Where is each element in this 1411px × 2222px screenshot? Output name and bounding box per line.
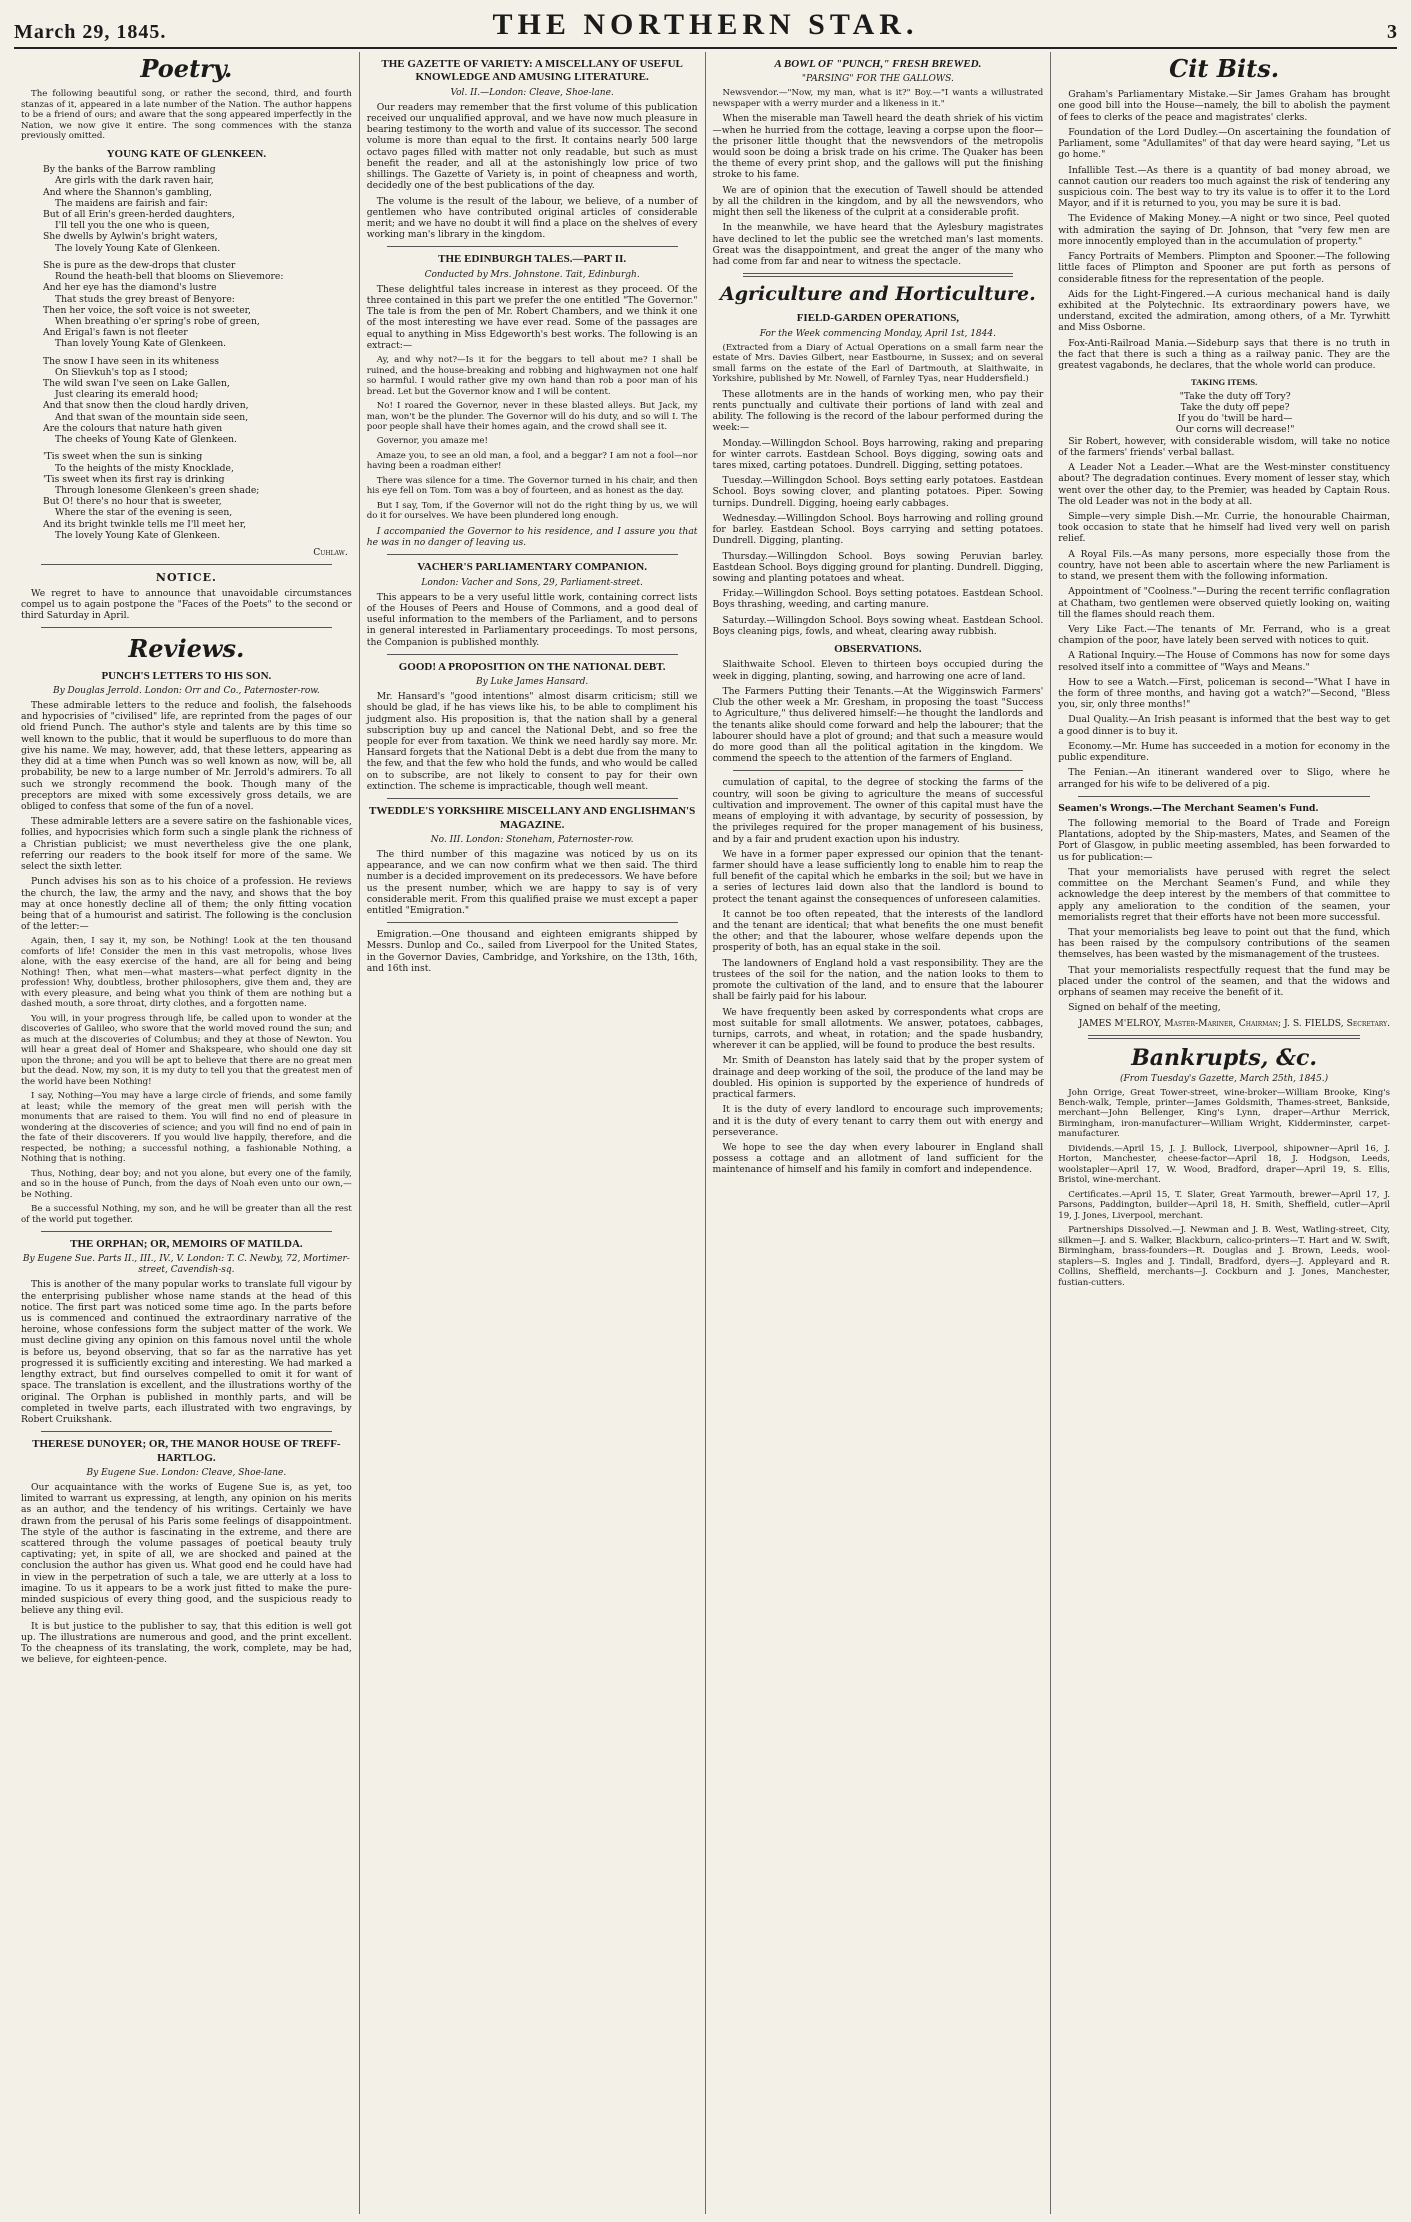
- poem-line: The maidens are fairish and fair:: [55, 197, 208, 209]
- bankrupts-paragraph: Certificates.—April 15, T. Slater, Great Yarmouth, brewer—April 17, J. Parsons, Paddington, builder—April 18, H. Smith, Sheffield, cutler—April 19, J. Jones, Liverpool, merchant.: [1058, 1189, 1390, 1221]
- item-paragraph: Infallible Test.—As there is a quantity of bad money abroad, we cannot caution our readers too much against the risk of tendering any suspicious coin. The best way to try its value is to offer it to the Lord Mayor, and if it is returned to you, you may be sure it is bad.: [1058, 164, 1390, 210]
- article-paragraph: Saturday.—Willingdon School. Boys sowing wheat. Eastdean School. Boys cleaning pigs, fowls, and wheat, clearing away rubbish.: [712, 614, 1044, 637]
- column-2: [360, 52, 706, 2214]
- review-paragraph: Our acquaintance with the works of Eugene Sue is, as yet, too limited to warrant us expressing, at length, any opinion on his merits as an author, and the tendency of his writings. Certainly we have drawn from the perusal of his Paris some feelings of disappointment. The style of the author is fascinating in the extreme, and there are scattered through the volume passages of poetical beauty truly captivating; yet, in spite of all, we are shocked and pained at the conclusion the author has given us. What good end he could have had in view in the perpetration of such a tale, we are utterly at a loss to imagine. To us it appears to be a work just fitted to make the pure-minded suspicious of every thing good, and the suspicious ready to believe any thing evil.: [21, 1481, 352, 1617]
- poem-line: When breathing o'er spring's robe of green,: [55, 315, 260, 327]
- review-paragraph: Thus, Nothing, dear boy; and not you alone, but every one of the family, and so in the house of Punch, from the days of Noah even unto our own,—be Nothing.: [21, 1168, 352, 1200]
- poem-line: And that swan of the mountain side seen,: [55, 411, 249, 423]
- review-paragraph: Punch advises his son as to his choice of a profession. He reviews the church, the law, the army and the navy, and shows that the boy may at once honestly decline all of them; the only fitting vocation being that of a humourist and satirist. The following is the conclusion of the letter:—: [21, 876, 352, 933]
- poem-line: Then her voice, the soft voice is not sweeter,: [43, 304, 251, 316]
- seamen-paragraph: The following memorial to the Board of Trade and Foreign Plantations, adopted by the Ship-masters, Mates, and Seamen of the Port of Glasgow, in public meeting assembled, has been forwarded to us for publication:—: [1058, 818, 1390, 863]
- article-heading: OBSERVATIONS.: [834, 643, 922, 656]
- review-heading: THE ORPHAN; OR, MEMOIRS OF MATILDA.: [70, 1237, 303, 1250]
- poem-line: The lovely Young Kate of Glenkeen.: [55, 529, 221, 541]
- item-paragraph: Graham's Parliamentary Mistake.—Sir James Graham has brought one good bill into the House—namely, the bill to abolish the payment of fees to clerks of the peace and magistrates' clerks.: [1058, 89, 1390, 123]
- review-paragraph: Governor, you amaze me!: [376, 436, 488, 447]
- poem-line: And its bright twinkle tells me I'll meet her,: [43, 518, 247, 530]
- column-4: [1051, 52, 1397, 2214]
- review-paragraph: Ay, and why not?—Is it for the beggars to tell about me? I shall be ruined, and the house-breaking and robbing and highwaymen not one half so harmful. I would rather give my own hand than rob a poor man of his bread. Let but the Governor know and I will be content.: [366, 355, 698, 397]
- review-heading: THE GAZETTE OF VARIETY: A MISCELLANY OF USEFUL KNOWLEDGE AND AMUSING LITERATURE.: [381, 58, 683, 84]
- verse-line: "Take the duty off Tory?: [1179, 390, 1291, 402]
- article-paragraph: Wednesday.—Willingdon School. Boys harrowing and rolling ground for barley. Eastdean School. Boys carrying and setting potatoes. Dundrell. Digging, planting.: [712, 512, 1044, 547]
- newspaper-title: THE NORTHERN STAR.: [492, 8, 919, 42]
- section-title-poetry: Poetry.: [140, 54, 233, 83]
- verse-line: Take the duty off pepe?: [1180, 402, 1290, 413]
- review-heading: TWEDDLE'S YORKSHIRE MISCELLANY AND ENGLISHMAN'S MAGAZINE.: [369, 805, 696, 831]
- news-paragraph: Emigration.—One thousand and eighteen emigrants shipped by Messrs. Dunlop and Co., sailed from Liverpool for the United States, in the Governor Davies, Cambridge, and Yorkshire, on the 13th, 16th, and 16th inst.: [366, 929, 698, 974]
- article-paragraph: Tuesday.—Willingdon School. Boys setting early potatoes. Eastdean School. Boys sowing clover, and planting potatoes. Piper. Sowing turnips. Dundrell. Digging, hoeing early cabbages.: [712, 475, 1044, 509]
- review-subheading: By Eugene Sue. Parts II., III., IV., V. London: T. C. Newby, 72, Mortimer-street, Cavendish-sq.: [22, 1254, 350, 1276]
- poem-line: Just clearing its emerald hood;: [55, 389, 199, 401]
- poem-line: But O! there's no hour that is sweeter,: [43, 496, 222, 508]
- review-subheading: By Eugene Sue. London: Cleave, Shoe-lane.: [86, 1467, 287, 1478]
- review-paragraph: The volume is the result of the labour, we believe, of a number of gentlemen who have contributed original articles of considerable merit; and we have no doubt it will find a place on the shelves of every working man's library in the kingdom.: [366, 195, 698, 241]
- poem-line: And where the Shannon's gambling,: [43, 186, 212, 198]
- item-paragraph: Simple—very simple Dish.—Mr. Currie, the honourable Chairman, took occasion to state that he himself had lived very well on parish relief.: [1058, 510, 1390, 545]
- divider: [1078, 796, 1370, 797]
- article-paragraph: cumulation of capital, to the degree of stocking the farms of the country, will soon be giving to agriculture the means of successful cultivation and improvement. The owner of this capital must have the means of employing it with advantage, by security of possession, by the privileges required for the proper management of his business, and by a fair and prudent exaction upon his industry.: [712, 777, 1044, 845]
- seamen-paragraph: Signed on behalf of the meeting,: [1068, 1002, 1221, 1014]
- article-paragraph: The landowners of England hold a vast responsibility. They are the trustees of the soil for the nation, and the nation looks to them to promote the cultivation of the land, and to ensure that the labourer shall be fairly paid for his labour.: [712, 957, 1044, 1003]
- poem-line: But of all Erin's green-herded daughters,: [43, 208, 235, 220]
- divider: [41, 1431, 332, 1432]
- review-subheading: By Luke James Hansard.: [476, 677, 589, 688]
- review-paragraph: It is but justice to the publisher to say, that this edition is well got up. The illustrations are numerous and good, and the print excellent. To the cheapness of its translating, the work, complete, may be had, we believe, for eighteen-pence.: [21, 1620, 352, 1666]
- article-paragraph: It cannot be too often repeated, that the interests of the landlord and the tenant are identical; that what benefits the one must benefit the other; and that the labourer, whose welfare depends upon the prosperity of both, has an equal stake in the soil.: [712, 908, 1044, 954]
- poem-line: And Erigal's fawn is not fleeter: [43, 327, 188, 339]
- poem-line: And that snow then the cloud hardly driven,: [43, 400, 249, 412]
- poem-line: 'Tis sweet when the sun is sinking: [43, 451, 203, 463]
- divider: [387, 246, 678, 247]
- item-paragraph: Dual Quality.—An Irish peasant is informed that the best way to get a good dinner is to buy it.: [1058, 714, 1390, 737]
- column-3: [706, 52, 1052, 2214]
- review-paragraph: Mr. Hansard's "good intentions" almost disarm criticism; still we should be glad, if he has views like his, to be able to compliment his judgment also. His proposition is, that the nation shall by a general subscription buy up and cancel the National Debt, and so free the people for ever from taxation. We think we need hardly say more. Mr. Hansard forgets that the National Debt is a debt due from the many to the few, and that the few who hold the funds, and who would be called on to subscribe, are not likely to consent to pay for their own extinction. The scheme is impracticable, though well meant.: [366, 691, 698, 792]
- review-paragraph: I say, Nothing—You may have a large circle of friends, and some family at least; while the memory of the great men will perish with the monuments that are raised to them. You will find no end of pleasure in wondering at the discoveries of science; and you will find no end of pain in the fate of their discoverers. If you would live happily, therefore, and die respected, be nothing; a successful nothing, a fashionable Nothing, a Nothing that is nothing.: [21, 1091, 352, 1165]
- poem-line: The snow I have seen in its whiteness: [43, 355, 219, 367]
- verse-line: If you do 'twill be hard—: [1177, 413, 1293, 425]
- review-paragraph: You will, in your progress through life, be called upon to wonder at the discoveries of Galileo, who swore that the world moved round the sun; and as much at the discoveries of Columbus; and they at those of Newton. You will hear a great deal of Homer and Shakspeare, who should one day sit upon the throne; and you will be apt to believe that there are no great men but the dead. Now, my son, it is my duty to tell you that the greatest men of the world have been Nothing!: [21, 1013, 352, 1087]
- review-paragraph: The third number of this magazine was noticed by us on its appearance, and we can now confirm what we then said. The third number is a decided improvement on its predecessors. We have before us the present number, which we are happy to say is of very considerable merit. From this qualified praise we must except a paper entitled "Emigration.": [366, 848, 698, 916]
- item-paragraph: Appointment of "Coolness."—During the recent terrific conflagration at Chatham, two gentlemen were observed quietly looking on, waiting till the flames should reach them.: [1058, 586, 1390, 620]
- section-title-bits: Cit Bits.: [1169, 54, 1280, 83]
- item-paragraph: A Royal Fils.—As many persons, more especially those from the country, have not been able to ascertain where the new Parliament is to stand, we present them with the following information.: [1058, 548, 1390, 583]
- article-paragraph: We have frequently been asked by correspondents what crops are most suitable for small allotments. We answer, potatoes, cabbages, turnips, carrots, and wheat, in rotation; and the spade husbandry, wherever it can be applied, will be found to produce the best results.: [712, 1006, 1044, 1052]
- poem-signature: Cuhlaw.: [313, 547, 348, 559]
- poem-stanza: [21, 356, 352, 446]
- poem-line: To the heights of the misty Knocklade,: [55, 462, 234, 474]
- item-paragraph: Sir Robert, however, with considerable wisdom, will take no notice of the farmers' friends' verbal ballast.: [1058, 435, 1390, 458]
- poem-line: That studs the grey breast of Benyore:: [55, 293, 235, 305]
- review-subheading: By Douglas Jerrold. London: Orr and Co., Paternoster-row.: [52, 686, 320, 697]
- divider: [743, 273, 1014, 277]
- item-paragraph: How to see a Watch.—First, policeman is second—"What I have in the form of three months, and having got a watch?"—Second, "Bless you, sir, only three months!": [1058, 676, 1390, 711]
- bankrupts-subheading: (From Tuesday's Gazette, March 25th, 1845.): [1120, 1073, 1329, 1084]
- poem-line: Where the star of the evening is seen,: [55, 507, 233, 519]
- poem-line: She dwells by Aylwin's bright waters,: [43, 231, 218, 243]
- poem-stanza: [21, 260, 352, 350]
- seamen-heading: Seamen's Wrongs.—The Merchant Seamen's Fund.: [1058, 802, 1319, 814]
- article-heading: FIELD-GARDEN OPERATIONS,: [796, 312, 960, 325]
- article-paragraph: Newsvendor.—"Now, my man, what is it?" Boy.—"I wants a willustrated newspaper with a werry murder and a likeness in it.": [712, 88, 1044, 109]
- poem-line: 'Tis sweet when its first ray is drinking: [43, 473, 225, 485]
- section-title-reviews: Reviews.: [128, 634, 245, 664]
- poem-line: Are the colours that nature hath given: [43, 422, 223, 434]
- review-subheading: No. III. London: Stoneham, Paternoster-row.: [430, 834, 634, 845]
- article-paragraph: (Extracted from a Diary of Actual Operations on a small farm near the estate of Mrs. Davies Gilbert, near Eastbourne, in Sussex; and on several small farms on the estate of the Earl of Dartmouth, at Slaithwaite, in Yorkshire, published by Mr. Nowell, of Farnley Tyas, near Huddersfield.): [712, 342, 1044, 385]
- divider: [41, 1231, 332, 1232]
- item-paragraph: The Fenian.—An itinerant wandered over to Sligo, where he arranged for his wife to be delivered of a pig.: [1058, 767, 1390, 790]
- section-title-bankrupts: Bankrupts, &c.: [1131, 1044, 1318, 1071]
- poem-line: Than lovely Young Kate of Glenkeen.: [55, 338, 227, 350]
- article-subheading: "PARSING" FOR THE GALLOWS.: [801, 74, 954, 85]
- item-paragraph: Foundation of the Lord Dudley.—On ascertaining the foundation of Parliament, some "Adullamites" of that day were heard saying, "Let us go home.": [1058, 126, 1390, 161]
- item-paragraph: Fancy Portraits of Members. Plimpton and Spooner.—The following little faces of Plimpton and Spooner are put forth as persons of considerable fitness for the representation of the people.: [1058, 251, 1390, 285]
- review-paragraph: These admirable letters to the reduce and foolish, the falsehoods and hypocrisies of "civilised" life, are reprinted from the pages of our old friend Punch. The author's style and talents are by this time so well known to the public, that it would be superfluous to do more than give his name. We may, however, add, that these letters, appearing as they did at a time when Punch was so well known as now, will be, all probability, be new to a large number of Mr. Jerrold's admirers. To all such we strongly recommend the book. Though many of the preceptors are mixed with some excessively gross details, we are obliged to confess that some of the fun of a novel.: [21, 700, 352, 812]
- poem-stanza: [21, 164, 352, 254]
- item-paragraph: A Leader Not a Leader.—What are the West-minster constituency about? The degradation continues. Every moment of lesser stay, which went over the other day, to the Premier, was headed by Captain Rous. The old Leader was not in the body at all.: [1058, 462, 1390, 507]
- item-paragraph: Fox-Anti-Railroad Mania.—Sideburp says that there is no truth in the fact that there is such a thing as a railway panic. They are the greatest vagabonds, he declares, that the whole world can produce.: [1058, 337, 1390, 372]
- review-subheading: Vol. II.—London: Cleave, Shoe-lane.: [450, 87, 614, 98]
- poem-line: I'll tell you the one who is queen,: [55, 220, 210, 232]
- review-paragraph: Our readers may remember that the first volume of this publication received our unqualified approval, and we have now much pleasure in bearing testimony to the worth and value of its successor. The second volume is more than equal to the first. It contains nearly 500 large octavo pages filled with matter not only readable, but such as must benefit the reader, and all at the astonishingly low price of two shillings. The Gazette of Variety is, in point of cheapness and worth, decidedly one of the best publications of the day.: [366, 101, 698, 192]
- review-paragraph: No! I roared the Governor, never in these blasted alleys. But Jack, my man, won't be the plunder. The Governor will do his duty, and so will I. The poor people shall have their homes again, and the crowd shall see it.: [366, 401, 698, 432]
- review-heading: GOOD! A PROPOSITION ON THE NATIONAL DEBT.: [398, 660, 666, 673]
- issue-date: March 29, 1845.: [14, 20, 167, 43]
- review-heading: PUNCH'S LETTERS TO HIS SON.: [101, 669, 272, 682]
- article-paragraph: We are of opinion that the execution of Tawell should be attended by all the children in the kingdom, and by all the newsvendors, who might then sell the likeness of the culprit at a considerable profit.: [712, 184, 1044, 219]
- item-paragraph: Aids for the Light-Fingered.—A curious mechanical hand is daily exhibited at the Polytechnic. Its extraordinary powers have, we understand, excited the admiration, among others, of a Mr. Tyrwhitt and Miss Osborne.: [1058, 288, 1390, 334]
- seamen-paragraph: That your memorialists respectfully request that the fund may be placed under the control of the seamen, and that the widows and orphans of seamen may receive the benefit of it.: [1058, 964, 1390, 999]
- page-number: 3: [1387, 20, 1397, 43]
- divider: [41, 627, 332, 628]
- poem-line: Are girls with the dark raven hair,: [55, 175, 214, 187]
- columns: [14, 52, 1397, 2214]
- notice-title: NOTICE.: [155, 571, 217, 585]
- article-paragraph: These allotments are in the hands of working men, who pay their rents punctually and cultivate their portions of land with zeal and ability. The following is the record of the labour performed during the week:—: [712, 388, 1044, 434]
- poem-line: The cheeks of Young Kate of Glenkeen.: [55, 434, 237, 446]
- item-paragraph: Economy.—Mr. Hume has succeeded in a motion for economy in the public expenditure.: [1058, 740, 1390, 764]
- seamen-signature: JAMES M'ELROY, Master-Mariner, Chairman; J. S. FIELDS, Secretary.: [1078, 1017, 1390, 1029]
- seamen-paragraph: That your memorialists have perused with regret the select committee on the Merchant Seamen's Fund, and while they acknowledge the deep interest by the members of that committee to apply any amelioration to the condition of the seamen, your memorialists regret that their efforts have not been more successful.: [1058, 866, 1390, 923]
- article-paragraph: We hope to see the day when every labourer in England shall possess a cottage and an allotment of land sufficient for the maintenance of himself and his family in comfort and independence.: [712, 1141, 1044, 1176]
- article-paragraph: We have in a former paper expressed our opinion that the tenant-farmer should have a lease sufficiently long to enable him to reap the full benefit of the capital which he embarks in the soil; but we have in a series of lectures laid down also that the landlord is bound to protect the tenant against the consequences of unforeseen calamities.: [712, 848, 1044, 905]
- review-paragraph: These delightful tales increase in interest as they proceed. Of the three contained in this part we prefer the one entitled "The Governor." The tale is from the pen of Mr. Robert Chambers, and we think it one of the most interesting we have ever read. Some of the passages are equal to anything in Miss Edgeworth's best works. The following is an extract:—: [366, 283, 698, 351]
- divider: [733, 770, 1024, 771]
- divider: [387, 554, 678, 555]
- divider: [41, 564, 332, 565]
- item-paragraph: A Rational Inquiry.—The House of Commons has now for some days resolved itself into a committee of "Ways and Means.": [1058, 650, 1390, 673]
- poem-line: On Slievkuh's top as I stood;: [55, 366, 188, 378]
- review-paragraph: This is another of the many popular works to translate full vigour by the enterprising publisher whose name stands at the head of this notice. The first part was noticed some time ago. In the parts before us is commenced and continued the extraordinary narrative of the heroine, whose confessions form the subject matter of the work. We must decline giving any opinion on this famous novel until the whole is before us, beyond observing, that so far as the narrative has yet progressed it is sufficiently exciting and interesting. We had marked a lengthy extract, but find ourselves compelled to omit it for want of space. The translation is excellent, and the illustrations worthy of the original. The Orphan is published in monthly parts, and will be completed in twelve parts, each illustrated with two engravings, by Robert Cruikshank.: [21, 1279, 352, 1425]
- review-paragraph: I accompanied the Governor to his residence, and I assure you that he was in no danger of leaving us.: [366, 525, 698, 549]
- poem-line: And her eye has the diamond's lustre: [43, 282, 217, 294]
- column-1: [14, 52, 360, 2214]
- masthead: [14, 6, 1397, 49]
- review-paragraph: Again, then, I say it, my son, be Nothing! Look at the ten thousand comforts of life! Consider the men in this vast metropolis, whose lives alone, with the easy exercise of the hand, are all for being and being Nothing! Then, what men—what masters—what perfect dignity in the profession! Why, doubtless, brother philosophers, give them and, they are with every pleasure, and being what you think of them are nothing but a dashed mouth, a sore throat, dirty clothes, and a forgotten name.: [21, 936, 352, 1010]
- poem-title: YOUNG KATE OF GLENKEEN.: [106, 147, 267, 160]
- poem-line: The wild swan I've seen on Lake Gallen,: [43, 378, 230, 390]
- verse: [1058, 391, 1390, 436]
- article-paragraph: Thursday.—Willingdon School. Boys sowing Peruvian barley. Eastdean School. Boys digging ground for planting. Dundrell. Digging, sowing and planting potatoes and wheat.: [712, 550, 1044, 584]
- review-subheading: Conducted by Mrs. Johnstone. Tait, Edinburgh.: [424, 269, 640, 280]
- notice-text: We regret to have to announce that unavoidable circumstances compel us to again postpone the "Faces of the Poets" to the second or third Saturday in April.: [21, 587, 352, 622]
- bankrupts-paragraph: Partnerships Dissolved.—J. Newman and J. B. West, Watling-street, City, silkmen—J. and S. Walker, Blackburn, calico-printers—T. Hart and W. Swift, Birmingham, brass-founders—R. Douglas and J. Brown, Leeds, wool-staplers—S. Ingles and J. Tindall, Bradford, dyers—J. Appleyard and R. Collins, Sheffield, merchants—J. Cockburn and J. Jones, Manchester, fustian-cutters.: [1058, 1225, 1390, 1288]
- review-paragraph: Be a successful Nothing, my son, and he will be greater than all the rest of the world put together.: [21, 1204, 352, 1225]
- review-paragraph: Amaze you, to see an old man, a fool, and a beggar? I am not a fool—nor having been a roadman either!: [366, 450, 698, 472]
- bankrupts-paragraph: Dividends.—April 15, J. J. Bullock, Liverpool, shipowner—April 16, J. Horton, Manchester, cheese-factor—April 18, J. Hodgson, Leeds, woolstapler—April 17, W. Wood, Bradford, draper—April 19, S. Ellis, Bristol, wine-merchant.: [1058, 1143, 1390, 1186]
- section-title-agriculture: Agriculture and Horticulture.: [720, 283, 1036, 306]
- seamen-paragraph: That your memorialists beg leave to point out that the fund, which has been raised by the compulsory contributions of the seamen themselves, has been wasted by the mismanagement of the trustees.: [1058, 926, 1390, 961]
- review-paragraph: But I say, Tom, if the Governor will not do the right thing by us, we will do it for ourselves. We have been plundered long enough.: [366, 500, 698, 522]
- item-paragraph: Very Like Fact.—The tenants of Mr. Ferrand, who is a great champion of the poor, have lately been served with notices to quit.: [1058, 623, 1390, 647]
- article-paragraph: Mr. Smith of Deanston has lately said that by the proper system of drainage and deep working of the soil, the produce of the land may be doubled. His opinion is supported by the experience of hundreds of practical farmers.: [712, 1055, 1044, 1101]
- review-heading: THE EDINBURGH TALES.—PART II.: [438, 253, 627, 266]
- item-paragraph: The Evidence of Making Money.—A night or two since, Peel quoted with admiration the saying of Dr. Johnson, that "very few men are more innocently employed than in the accumulation of property.": [1058, 213, 1390, 247]
- divider: [387, 922, 678, 923]
- review-paragraph: These admirable letters are a severe satire on the fashionable vices, follies, and hypocrisies which form such a single plank the richness of a Christian publicist; we must nevertheless give the one plank, referring our readers to the book itself for more of the same. We select the sixth letter.: [21, 816, 352, 873]
- review-paragraph: This appears to be a very useful little work, containing correct lists of the Houses of Peers and House of Commons, and a good deal of useful information to the members of the Parliament, and to persons in general interested in Parliamentary proceedings. To most persons, the Companion is published monthly.: [366, 591, 698, 648]
- poem-line: The lovely Young Kate of Glenkeen.: [55, 242, 221, 254]
- divider: [387, 798, 678, 799]
- verse-line: Our corns will decrease!": [1175, 424, 1295, 436]
- poem-line: Round the heath-bell that blooms on Slievemore:: [55, 271, 284, 283]
- poetry-intro: The following beautiful song, or rather the second, third, and fourth stanzas of it, appeared in a late number of the Nation. The author happens to be a friend of ours; and aware that the song appeared imperfectly in the Nation, we now give it entire. The song commences with the stanza previously omitted.: [21, 89, 352, 142]
- article-paragraph: Monday.—Willingdon School. Boys harrowing, raking and preparing for winter carrots. Eastdean School. Boys digging, sowing oats and tares mixed, carting potatoes. Dundrell. Digging, setting potatoes.: [712, 437, 1044, 471]
- article-paragraph: Friday.—Willingdon School. Boys setting potatoes. Eastdean School. Boys thrashing, weeding, and carting manure.: [712, 588, 1044, 611]
- bankrupts-paragraph: John Orrige, Great Tower-street, wine-broker—William Brooke, King's Bench-walk, Temple, printer—James Goldsmith, Thames-street, Bankside, merchant—John Bellenger, King's Lynn, draper—Arthur Merrick, Birmingham, iron-manufacturer—William Wright, Kidderminster, carpet-manufacturer.: [1058, 1087, 1390, 1140]
- article-paragraph: When the miserable man Tawell heard the death shriek of his victim—when he hurried from the cottage, leaving a corpse upon the floor—the prisoner little thought that the newsvendors of the metropolis would soon be doing a brisk trade on his crime. The Quaker has been the theme of every print shop, and the gallows will put the finishing stroke to his fame.: [712, 113, 1044, 181]
- review-subheading: London: Vacher and Sons, 29, Parliament-street.: [421, 577, 643, 588]
- divider: [387, 654, 678, 655]
- verse-heading: TAKING ITEMS.: [1191, 377, 1258, 388]
- review-heading: VACHER'S PARLIAMENTARY COMPANION.: [417, 561, 647, 574]
- review-paragraph: There was silence for a time. The Governor turned in his chair, and then his eye fell on Tom. Tom was a boy of fourteen, and as honest as the day.: [366, 475, 698, 497]
- poem-line: She is pure as the dew-drops that cluster: [43, 259, 236, 271]
- article-paragraph: In the meanwhile, we have heard that the Aylesbury magistrates have declined to let the public see the wretched man's last moments. Great was the disappointment, and great the anger of the many who had come from far and near to witness the spectacle.: [712, 222, 1044, 267]
- review-heading: THERESE DUNOYER; OR, THE MANOR HOUSE OF TREFF-HARTLOG.: [32, 1438, 341, 1464]
- article-paragraph: The Farmers Putting their Tenants.—At the Wigginswich Farmers' Club the other week a Mr. Gresham, in proposing the toast "Success to Agriculture," thus delivered himself:—he thought the landlords and the tenants alike should come forward and help the labourer; that the labourer should have a plot of ground; and that such a measure would do more good than all the political agitation in the kingdom. We commend the speech to the attention of the farmers of England.: [712, 685, 1044, 765]
- article-subheading: For the Week commencing Monday, April 1st, 1844.: [759, 328, 996, 339]
- poem: [21, 164, 352, 541]
- article-paragraph: It is the duty of every landlord to encourage such improvements; and it is the duty of every tenant to carry them out with energy and perseverance.: [712, 1104, 1044, 1138]
- article-paragraph: Slaithwaite School. Eleven to thirteen boys occupied during the week in digging, planting, sowing, and harrowing one acre of land.: [712, 659, 1044, 682]
- poem-line: Through lonesome Glenkeen's green shade;: [55, 485, 260, 496]
- article-heading: A BOWL OF "PUNCH," FRESH BREWED.: [774, 58, 982, 70]
- poem-stanza: [21, 451, 352, 541]
- divider: [1088, 1035, 1360, 1039]
- poem-line: By the banks of the Barrow rambling: [43, 164, 216, 176]
